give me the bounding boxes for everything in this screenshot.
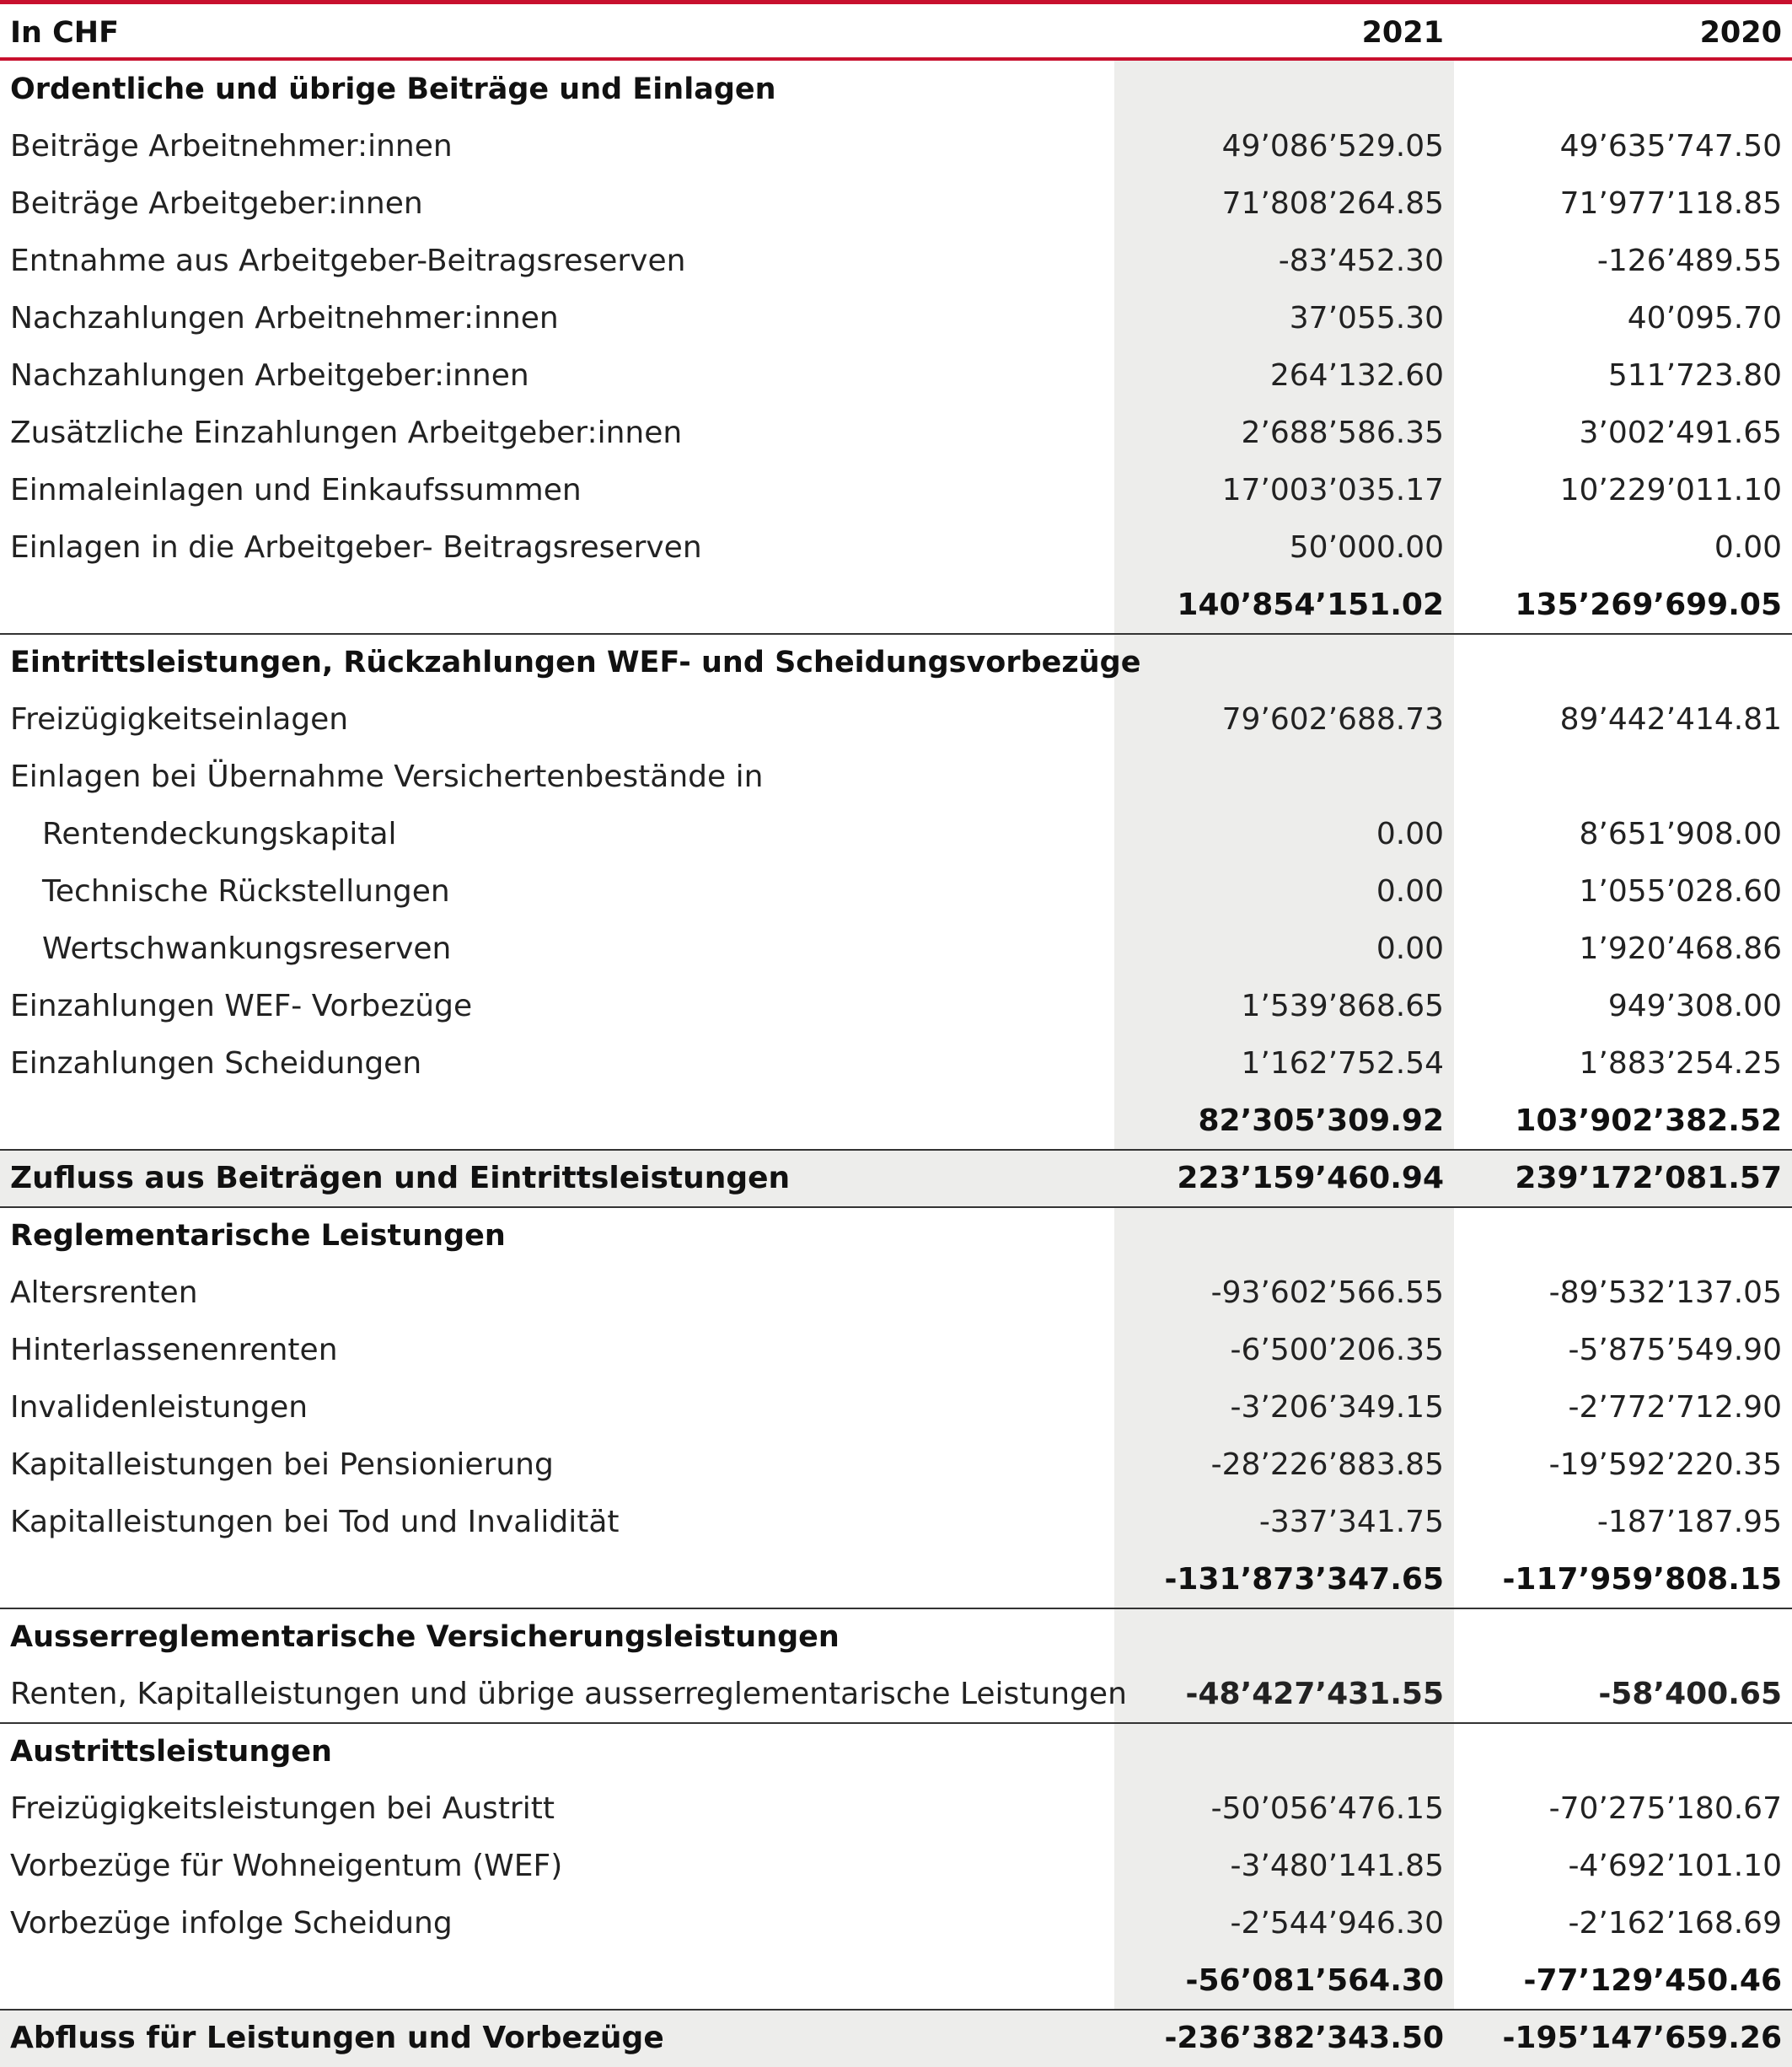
row-label: Ausserreglementarische Versicherungsleistungen — [10, 1620, 840, 1654]
value-2020: 3’002’491.65 — [1579, 416, 1782, 450]
row-label: Hinterlassenenrenten — [10, 1333, 338, 1367]
value-2021: 71’808’264.85 — [1221, 186, 1444, 221]
table-row — [0, 749, 1792, 806]
value-2020: -2’772’712.90 — [1568, 1390, 1782, 1425]
value-2021: -93’602’566.55 — [1210, 1275, 1444, 1310]
value-2021: 50’000.00 — [1289, 530, 1444, 565]
row-label: Austrittsleistungen — [10, 1735, 332, 1769]
row-label: Beiträge Arbeitgeber:innen — [10, 186, 423, 221]
value-2021: 17’003’035.17 — [1221, 473, 1444, 507]
table-row — [0, 921, 1792, 978]
table-row — [0, 863, 1792, 921]
value-2020: -187’187.95 — [1596, 1505, 1782, 1539]
row-label: Reglementarische Leistungen — [10, 1219, 506, 1253]
table-header — [0, 4, 1792, 62]
value-2021: 0.00 — [1376, 931, 1444, 966]
row-label: Renten, Kapitalleistungen und übrige ausserreglementarische Leistungen — [10, 1677, 1127, 1711]
row-label: Freizügigkeitsleistungen bei Austritt — [10, 1791, 555, 1826]
value-2020: 239’172’081.57 — [1515, 1161, 1782, 1195]
table-row — [0, 1379, 1792, 1436]
section-heading-row — [0, 61, 1792, 118]
table-row — [0, 118, 1792, 175]
value-2020: -126’489.55 — [1596, 244, 1782, 278]
row-label: Vorbezüge für Wohneigentum (WEF) — [10, 1849, 563, 1883]
value-2020: -4’692’101.10 — [1568, 1849, 1782, 1883]
value-2020: -89’532’137.05 — [1548, 1275, 1782, 1310]
table-row — [0, 1838, 1792, 1895]
row-label: Rentendeckungskapital — [42, 817, 397, 851]
subtotal-row — [0, 1093, 1792, 1150]
subtotal-row — [0, 577, 1792, 634]
row-divider — [0, 633, 1792, 635]
value-2020: 71’977’118.85 — [1559, 186, 1782, 221]
total-row — [0, 2010, 1792, 2067]
subtotal-row — [0, 1952, 1792, 2010]
value-2020: -70’275’180.67 — [1548, 1791, 1782, 1826]
row-label: Kapitalleistungen bei Tod und Invalidität — [10, 1505, 620, 1539]
subtotal-row — [0, 1551, 1792, 1608]
value-2020: -5’875’549.90 — [1568, 1333, 1782, 1367]
table-row — [0, 519, 1792, 577]
row-divider — [0, 1608, 1792, 1609]
row-divider — [0, 1149, 1792, 1151]
value-2021: 37’055.30 — [1289, 301, 1444, 336]
value-2020: 40’095.70 — [1627, 301, 1782, 336]
row-label: Invalidenleistungen — [10, 1390, 309, 1425]
row-label: Entnahme aus Arbeitgeber-Beitragsreserven — [10, 244, 686, 278]
value-2020: 1’883’254.25 — [1579, 1046, 1782, 1081]
value-2021: -3’480’141.85 — [1230, 1849, 1444, 1883]
row-label: Kapitalleistungen bei Pensionierung — [10, 1447, 554, 1482]
value-2020: 511’723.80 — [1607, 358, 1782, 393]
row-label: Einlagen bei Übernahme Versichertenbestände in — [10, 760, 764, 794]
row-divider — [0, 1206, 1792, 1208]
table-row — [0, 347, 1792, 405]
table-row — [0, 691, 1792, 749]
table-row — [0, 1780, 1792, 1838]
row-label: Abfluss für Leistungen und Vorbezüge — [10, 2021, 664, 2055]
value-2020: 103’902’382.52 — [1515, 1103, 1782, 1138]
table-row — [0, 1666, 1792, 1723]
value-2021: 49’086’529.05 — [1221, 129, 1444, 164]
table-row — [0, 1322, 1792, 1379]
section-heading-row — [0, 634, 1792, 691]
value-2021: -83’452.30 — [1278, 244, 1444, 278]
value-2021: -3’206’349.15 — [1230, 1390, 1444, 1425]
row-label: Zusätzliche Einzahlungen Arbeitgeber:innen — [10, 416, 683, 450]
value-2021: 0.00 — [1376, 874, 1444, 909]
row-label: Technische Rückstellungen — [42, 874, 450, 909]
value-2021: 140’854’151.02 — [1177, 588, 1444, 622]
header-label: In CHF — [10, 16, 120, 50]
value-2021: -131’873’347.65 — [1164, 1562, 1444, 1597]
table-row — [0, 1494, 1792, 1551]
row-label: Nachzahlungen Arbeitnehmer:innen — [10, 301, 559, 336]
table-row — [0, 1035, 1792, 1093]
value-2020: 1’920’468.86 — [1579, 931, 1782, 966]
table-row — [0, 290, 1792, 347]
row-label: Einzahlungen Scheidungen — [10, 1046, 422, 1081]
value-2020: 0.00 — [1714, 530, 1782, 565]
table-row — [0, 1264, 1792, 1322]
row-label: Wertschwankungsreserven — [42, 931, 452, 966]
value-2020: -117’959’808.15 — [1502, 1562, 1782, 1597]
row-label: Freizügigkeitseinlagen — [10, 702, 349, 737]
row-label: Ordentliche und übrige Beiträge und Einlagen — [10, 72, 776, 106]
table-row — [0, 175, 1792, 233]
value-2021: 0.00 — [1376, 817, 1444, 851]
value-2020: -58’400.65 — [1598, 1677, 1782, 1711]
header-year-2020: 2020 — [1699, 16, 1782, 50]
value-2021: 264’132.60 — [1269, 358, 1444, 393]
value-2021: 82’305’309.92 — [1198, 1103, 1444, 1138]
value-2020: 8’651’908.00 — [1579, 817, 1782, 851]
value-2021: -2’544’946.30 — [1230, 1906, 1444, 1941]
table-row — [0, 1895, 1792, 1952]
row-label: Eintrittsleistungen, Rückzahlungen WEF- und Scheidungsvorbezüge — [10, 646, 1141, 679]
value-2021: 223’159’460.94 — [1177, 1161, 1444, 1195]
table-row — [0, 405, 1792, 462]
row-label: Einmaleinlagen und Einkaufssummen — [10, 473, 582, 507]
total-row — [0, 1150, 1792, 1207]
row-label: Nachzahlungen Arbeitgeber:innen — [10, 358, 529, 393]
row-label: Vorbezüge infolge Scheidung — [10, 1906, 453, 1941]
value-2021: 1’539’868.65 — [1241, 989, 1444, 1023]
row-label: Beiträge Arbeitnehmer:innen — [10, 129, 453, 164]
value-2020: 135’269’699.05 — [1515, 588, 1782, 622]
value-2021: 1’162’752.54 — [1241, 1046, 1444, 1081]
value-2021: -56’081’564.30 — [1185, 1963, 1444, 1998]
value-2021: -50’056’476.15 — [1210, 1791, 1444, 1826]
value-2020: 10’229’011.10 — [1559, 473, 1782, 507]
value-2021: -6’500’206.35 — [1230, 1333, 1444, 1367]
table-row — [0, 233, 1792, 290]
section-heading-row — [0, 1608, 1792, 1666]
table-row — [0, 1436, 1792, 1494]
value-2020: 49’635’747.50 — [1559, 129, 1782, 164]
row-label: Altersrenten — [10, 1275, 198, 1310]
table-row — [0, 978, 1792, 1035]
header-year-2021: 2021 — [1361, 16, 1444, 50]
value-2020: 949’308.00 — [1607, 989, 1782, 1023]
row-label: Zufluss aus Beiträgen und Eintrittsleistungen — [10, 1161, 791, 1195]
value-2021: -48’427’431.55 — [1185, 1677, 1444, 1711]
table-row — [0, 462, 1792, 519]
value-2021: -28’226’883.85 — [1210, 1447, 1444, 1482]
section-heading-row — [0, 1723, 1792, 1780]
value-2021: 2’688’586.35 — [1241, 416, 1444, 450]
value-2020: 1’055’028.60 — [1579, 874, 1782, 909]
value-2021: -337’341.75 — [1258, 1505, 1444, 1539]
value-2020: 89’442’414.81 — [1559, 702, 1782, 737]
value-2021: -236’382’343.50 — [1164, 2021, 1444, 2055]
value-2020: -77’129’450.46 — [1523, 1963, 1782, 1998]
table-row — [0, 806, 1792, 863]
row-divider — [0, 2009, 1792, 2011]
row-label: Einlagen in die Arbeitgeber- Beitragsreserven — [10, 530, 702, 565]
value-2021: 79’602’688.73 — [1221, 702, 1444, 737]
value-2020: -19’592’220.35 — [1548, 1447, 1782, 1482]
row-label: Einzahlungen WEF- Vorbezüge — [10, 989, 473, 1023]
row-divider — [0, 1722, 1792, 1724]
section-heading-row — [0, 1207, 1792, 1264]
value-2020: -2’162’168.69 — [1568, 1906, 1782, 1941]
value-2020: -195’147’659.26 — [1502, 2021, 1782, 2055]
